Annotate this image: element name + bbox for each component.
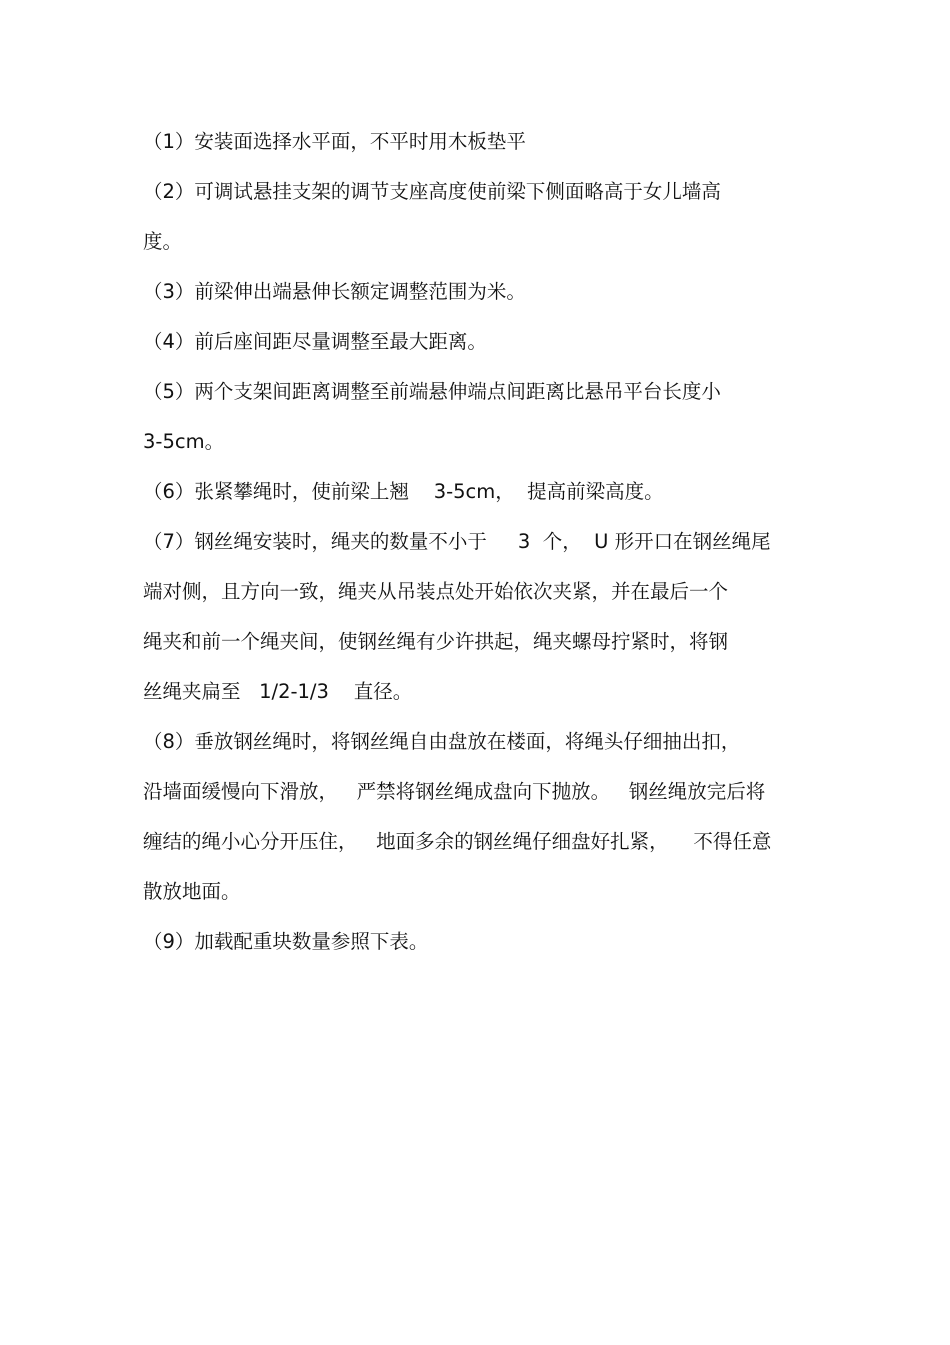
text-line-7: 3-5cm。	[143, 430, 225, 453]
text-line-2: （2）可调试悬挂支架的调节支座高度使前梁下侧面略高于女儿墙高	[143, 180, 721, 203]
text-line-3: 度。	[143, 230, 183, 253]
text-line-1: （1）安装面选择水平面，不平时用木板垫平	[143, 130, 526, 153]
text-line-10: 端对侧，且方向一致，绳夹从吊装点处开始依次夹紧，并在最后一个	[143, 580, 729, 603]
text-line-4: （3）前梁伸出端悬伸长额定调整范围为米。	[143, 280, 526, 303]
text-line-16: 散放地面。	[143, 880, 241, 903]
text-line-13: （8）垂放钢丝绳时，将钢丝绳自由盘放在楼面，将绳头仔细抽出扣，	[143, 730, 741, 753]
text-line-15: 缠结的绳小心分开压住， 地面多余的钢丝绳仔细盘好扎紧， 不得任意	[143, 830, 772, 853]
text-line-12: 丝绳夹扁至 1/2-1/3 直径。	[143, 680, 413, 703]
text-line-9: （7）钢丝绳安装时，绳夹的数量不小于 3 个， U 形开口在钢丝绳尾	[143, 530, 771, 553]
text-line-8: （6）张紧攀绳时，使前梁上翘 3-5cm， 提高前梁高度。	[143, 480, 664, 503]
text-line-11: 绳夹和前一个绳夹间，使钢丝绳有少许拱起，绳夹螺母拧紧时，将钢	[143, 630, 729, 653]
text-line-17: （9）加载配重块数量参照下表。	[143, 930, 429, 953]
text-line-14: 沿墙面缓慢向下滑放， 严禁将钢丝绳成盘向下抛放。 钢丝绳放完后将	[143, 780, 766, 803]
text-line-6: （5）两个支架间距离调整至前端悬伸端点间距离比悬吊平台长度小	[143, 380, 721, 403]
text-line-5: （4）前后座间距尽量调整至最大距离。	[143, 330, 487, 353]
